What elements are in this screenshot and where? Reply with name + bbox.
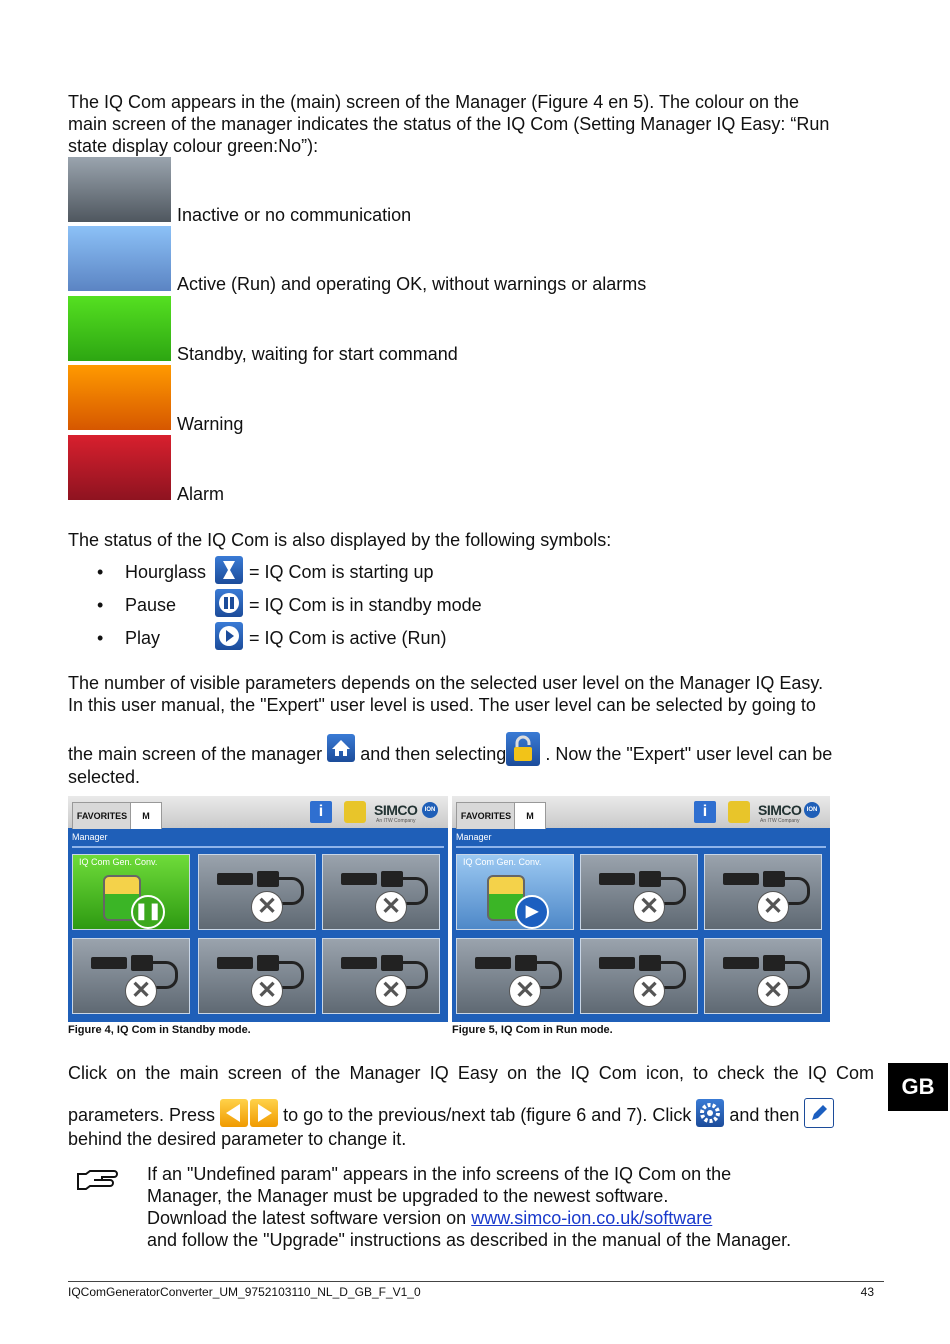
- edit-icon: [804, 1098, 834, 1128]
- disconnected-icon: ✕: [251, 975, 283, 1007]
- arrow-left-icon: [220, 1099, 248, 1127]
- empty-slot-tile: [322, 854, 440, 930]
- pause-icon: ❚❚: [131, 895, 165, 929]
- figure-4-caption: Figure 4, IQ Com in Standby mode.: [68, 1024, 251, 1036]
- footer-document-id: IQComGeneratorConverter_UM_9752103110_NL_D_GB_F_V1_0: [68, 1285, 421, 1299]
- arrow-right-icon: [250, 1099, 278, 1127]
- gear-icon: [696, 1099, 724, 1127]
- footer: [68, 1281, 884, 1299]
- empty-slot-tile: [72, 938, 190, 1014]
- symbols-intro: The status of the IQ Com is also displayed by the following symbols:: [68, 530, 612, 550]
- swatch-warning: [68, 365, 171, 430]
- info-icon: i: [694, 801, 716, 823]
- home-icon: [327, 734, 355, 762]
- swatch-active: [68, 226, 171, 291]
- note-block: If an "Undefined param" appears in the info screens of the IQ Com on the Manager, the Manager must be upgraded to the newest software. Download the latest software version on www.simco-ion.co.uk/software and follow the "Upgrade" instructions as described in the manual of the Manager.: [147, 1164, 792, 1250]
- info-icon: i: [310, 801, 332, 823]
- manager-label: Manager: [456, 832, 492, 842]
- page-number: 43: [860, 1285, 874, 1299]
- software-link[interactable]: www.simco-ion.co.uk/software: [471, 1208, 713, 1228]
- empty-slot-tile: [456, 938, 574, 1014]
- empty-slot-tile: [704, 938, 822, 1014]
- legend-label-active: Active (Run) and operating OK, without warnings or alarms: [177, 274, 647, 294]
- empty-slot-tile: [322, 938, 440, 1014]
- swatch-standby: [68, 296, 171, 361]
- hourglass-icon: [215, 556, 243, 584]
- tab-m: M: [514, 802, 546, 829]
- play-icon: [215, 622, 243, 650]
- list-item: • Pause = IQ Com is in standby mode: [97, 595, 103, 616]
- iq-com-tile: IQ Com Gen. Conv. ❚❚: [72, 854, 190, 930]
- user-level-paragraph: The number of visible parameters depends on the selected user level on the Manager IQ Easy. In this user manual, the "Expert" user level is used. The user level can be selected by going to the main screen of the manager and then selecting . Now the "Expert" user level can be selected.: [68, 673, 833, 787]
- lock-icon: [728, 801, 750, 823]
- list-item: • Play = IQ Com is active (Run): [97, 628, 103, 649]
- figure-5-screenshot: FAVORITES M i SIMCO An ITW Company ION Manager IQ Com Gen. Conv. ▶ ✕ ✕ ✕ ✕ ✕: [452, 796, 830, 1022]
- disconnected-icon: ✕: [757, 891, 789, 923]
- disconnected-icon: ✕: [633, 891, 665, 923]
- swatch-alarm: [68, 435, 171, 500]
- figure-4-screenshot: FAVORITES M i SIMCO An ITW Company ION Manager IQ Com Gen. Conv. ❚❚ ✕ ✕ ✕ ✕ ✕: [68, 796, 448, 1022]
- disconnected-icon: ✕: [375, 975, 407, 1007]
- tab-m: M: [130, 802, 162, 829]
- tab-favorites: FAVORITES: [456, 802, 516, 829]
- disconnected-icon: ✕: [375, 891, 407, 923]
- swatch-inactive: [68, 157, 171, 222]
- empty-slot-tile: [580, 938, 698, 1014]
- parameters-paragraph: Click on the main screen of the Manager IQ Easy on the IQ Com icon, to check the IQ Com parameters. Press to go to the previous/next tab (figure 6 and 7). Click and then behind the desired parameter to change it.: [68, 1063, 874, 1149]
- lock-icon: [344, 801, 366, 823]
- language-badge: GB: [888, 1063, 948, 1111]
- play-icon: ▶: [515, 895, 549, 929]
- disconnected-icon: ✕: [757, 975, 789, 1007]
- empty-slot-tile: [198, 938, 316, 1014]
- legend-label-inactive: Inactive or no communication: [177, 205, 412, 225]
- legend-label-alarm: Alarm: [177, 484, 225, 504]
- legend-label-standby: Standby, waiting for start command: [177, 344, 458, 364]
- brand-logo: SIMCO: [374, 802, 418, 818]
- manager-label: Manager: [72, 832, 108, 842]
- pause-icon: [215, 589, 243, 617]
- disconnected-icon: ✕: [633, 975, 665, 1007]
- legend-label-warning: Warning: [177, 414, 244, 434]
- tab-favorites: FAVORITES: [72, 802, 132, 829]
- list-item: • Hourglass = IQ Com is starting up: [97, 562, 103, 583]
- intro-paragraph: The IQ Com appears in the (main) screen of the Manager (Figure 4 en 5). The colour on the main screen of the manager indicates the status of the IQ Com (Setting Manager IQ Easy: “Run state display colour green:No”):: [68, 92, 830, 156]
- figure-5-caption: Figure 5, IQ Com in Run mode.: [452, 1024, 613, 1036]
- empty-slot-tile: [198, 854, 316, 930]
- brand-logo: SIMCO: [758, 802, 802, 818]
- pointing-hand-icon: [74, 1168, 122, 1197]
- empty-slot-tile: [580, 854, 698, 930]
- disconnected-icon: ✕: [509, 975, 541, 1007]
- empty-slot-tile: [704, 854, 822, 930]
- disconnected-icon: ✕: [251, 891, 283, 923]
- lock-icon: [506, 732, 540, 766]
- iq-com-tile: IQ Com Gen. Conv. ▶: [456, 854, 574, 930]
- disconnected-icon: ✕: [125, 975, 157, 1007]
